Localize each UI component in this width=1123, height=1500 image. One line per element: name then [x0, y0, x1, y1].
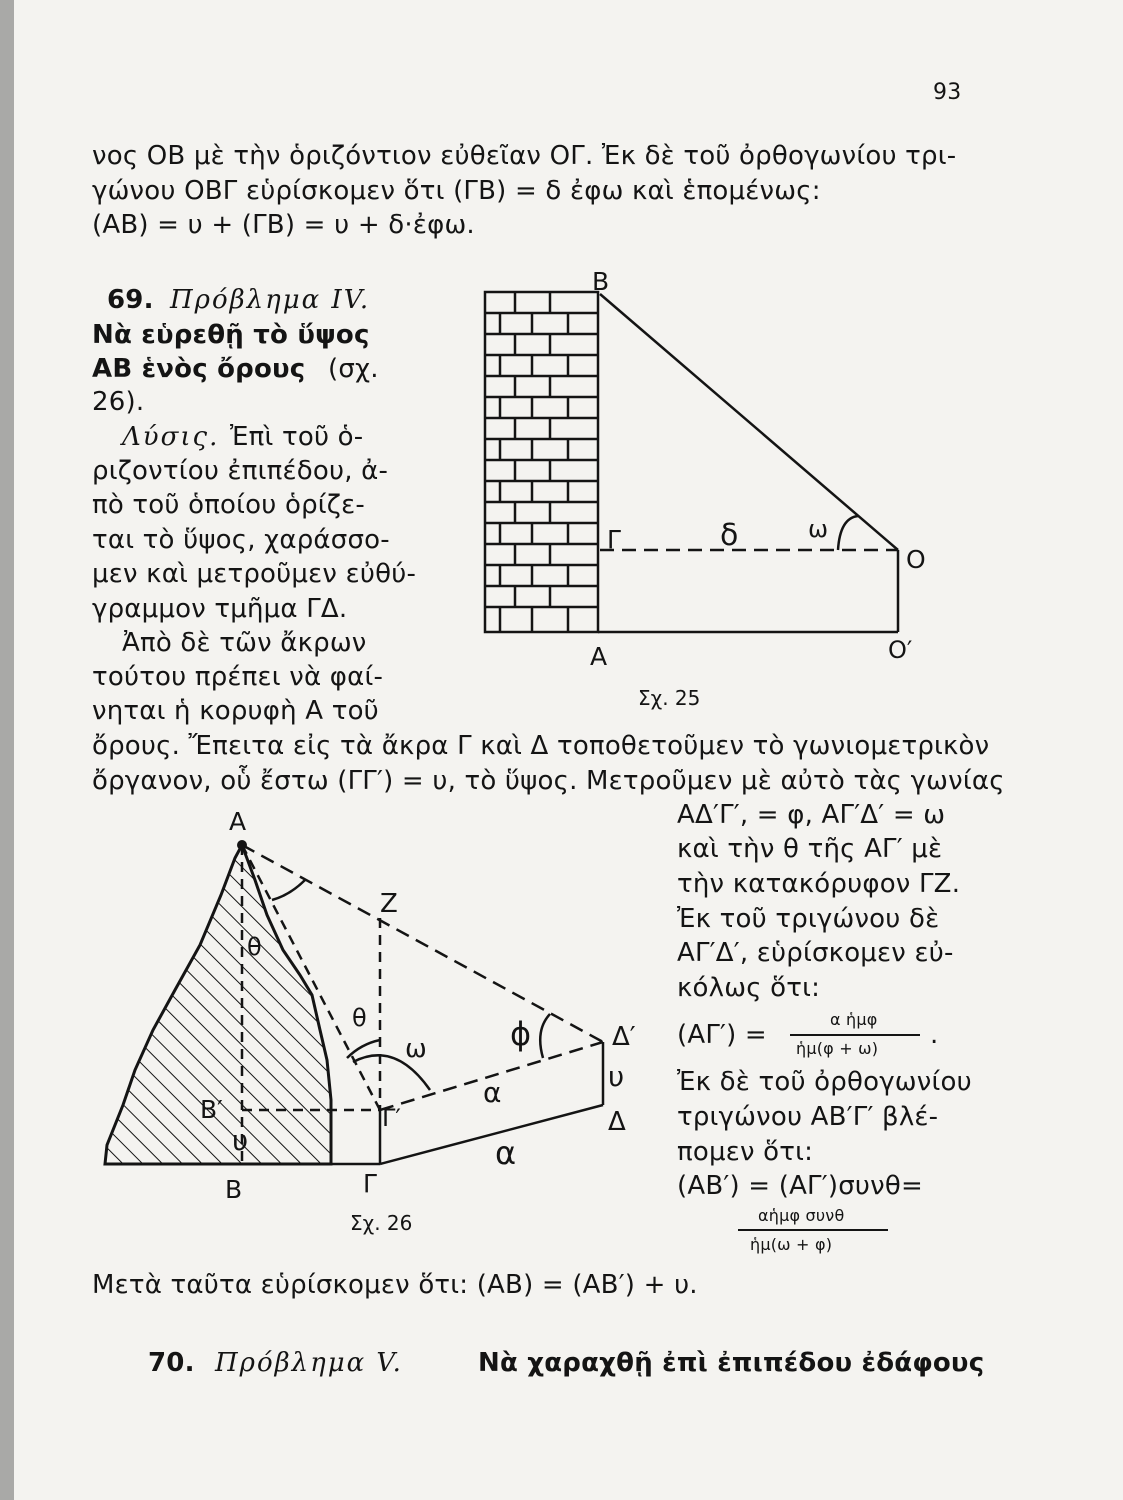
problem-title: Πρόβλημα IV. [170, 285, 371, 315]
equation-1-numerator: α ἡμφ [830, 1010, 878, 1029]
problem-title: Πρόβλημα V. [215, 1348, 403, 1378]
solution-line: Ἀπὸ δὲ τῶν ἄκρων [122, 628, 367, 658]
label-b: B [225, 1175, 243, 1204]
equation-2-lhs: (ΑΒ′) = (ΑΓ′)συνθ= [677, 1171, 923, 1201]
label-a-ground: α [495, 1134, 517, 1172]
page-number: 93 [933, 80, 962, 105]
equation-1-fraction-bar [790, 1034, 920, 1036]
label-theta-upper: θ [247, 933, 262, 961]
equation-2-fraction-bar [738, 1229, 888, 1231]
label-z: Z [380, 889, 398, 919]
right-col-line: Ἐκ τοῦ τριγώνου δὲ [677, 904, 940, 934]
label-a-lower: α [483, 1076, 502, 1109]
sightline-ob [600, 294, 898, 550]
label-phi: ϕ [510, 1015, 532, 1053]
paragraph-line: (ΑΒ) = υ + (ΓΒ) = υ + δ·ἐφω. [92, 210, 475, 240]
label-g-prime: Γ′ [382, 1104, 401, 1132]
paragraph-line: νος ΟΒ μὲ τὴν ὁριζόντιον εὐθεῖαν ΟΓ. Ἐκ δὲ τοῦ ὀρθογωνίου τρι- [92, 141, 957, 171]
solution-line: ριζοντίου ἐπιπέδου, ἀ- [92, 456, 389, 486]
equation-1-lhs: (ΑΓ′) = [677, 1020, 767, 1050]
conclusion-line: Μετὰ ταῦτα εὑρίσκομεν ὅτι: (ΑΒ) = (ΑΒ′) + υ. [92, 1270, 698, 1300]
solution-line: τούτου πρέπει νὰ φαί- [92, 662, 384, 692]
ground-line-cd [380, 1105, 603, 1164]
solution-line: ται τὸ ὕψος, χαράσσο- [92, 525, 390, 555]
problem-statement-line: 26). [92, 387, 145, 417]
problem-number: 69. [107, 285, 154, 315]
solution-line: γραμμον τμῆμα ΓΔ. [92, 594, 348, 624]
paragraph-line: γώνου ΟΒΓ εὑρίσκομεν ὅτι (ΓΒ) = δ ἐφω καὶ ἑπομένως: [92, 176, 821, 206]
label-d-prime: Δ′ [612, 1022, 636, 1052]
right-col-line: ΑΓ′Δ′, εὑρίσκομεν εὐ- [677, 938, 954, 968]
figure-25 [470, 267, 950, 710]
angle-arc-omega [838, 516, 858, 550]
figure-26 [95, 800, 665, 1240]
label-gamma: Γ [363, 1169, 377, 1198]
right-col-line: καὶ τὴν θ τῆς ΑΓ′ μὲ [677, 834, 943, 864]
page-edge-shadow [0, 0, 14, 1500]
label-d: Δ [608, 1107, 626, 1137]
label-gamma: Γ [607, 525, 621, 554]
label-theta-lower: θ [352, 1004, 367, 1032]
label-b: B [592, 267, 610, 296]
solution-line: Ἐπὶ τοῦ ὁ- [230, 422, 364, 452]
peak-point [237, 840, 247, 850]
problem-statement-line: Νὰ χαραχθῇ ἐπὶ ἐπιπέδου ἐδάφους [478, 1348, 985, 1378]
label-o: O [906, 545, 926, 574]
label-omega: ω [405, 1034, 427, 1064]
angle-arc-theta-upper [272, 880, 305, 900]
label-b-prime: B′ [200, 1095, 223, 1124]
problem-statement-line: ΑΒ ἑνὸς ὄρους [92, 354, 306, 384]
figure-26-caption: Σχ. 26 [350, 1211, 413, 1235]
right-col-line: ΑΔ′Γ′, = φ, ΑΓ′Δ′ = ω [677, 800, 946, 830]
label-a: A [590, 642, 608, 671]
problem-statement-ref: (σχ. [328, 354, 379, 384]
solution-line: ὄργανον, οὗ ἔστω (ΓΓ′) = υ, τὸ ὕψος. Μετροῦμεν μὲ αὐτὸ τὰς γωνίας [92, 766, 1005, 796]
equation-2-numerator: αἡμφ συνθ [758, 1206, 845, 1225]
problem-statement-line: Νὰ εὑρεθῇ τὸ ὕψος [92, 320, 370, 350]
right-col-line: Ἐκ δὲ τοῦ ὀρθογωνίου [677, 1067, 972, 1097]
right-col-line: κόλως ὅτι: [677, 973, 821, 1003]
equation-2-denominator: ἡμ(ω + φ) [750, 1235, 833, 1254]
right-col-line: τριγώνου ΑΒ′Γ′ βλέ- [677, 1102, 939, 1132]
problem-number: 70. [148, 1348, 195, 1378]
angle-arc-phi [540, 1014, 550, 1058]
label-omega: ω [808, 515, 829, 543]
label-delta: δ [720, 518, 739, 553]
right-col-line: πομεν ὅτι: [677, 1137, 814, 1167]
equation-1-denominator: ἡμ(φ + ω) [796, 1039, 879, 1058]
label-upsilon-left: υ [232, 1124, 249, 1157]
label-a: A [229, 807, 247, 836]
solution-line: μεν καὶ μετροῦμεν εὐθύ- [92, 559, 417, 589]
solution-line: πὸ τοῦ ὁποίου ὁρίζε- [92, 490, 365, 520]
solution-label: Λύσις. [122, 422, 220, 452]
brick-wall [485, 292, 598, 632]
label-upsilon-right: υ [608, 1060, 625, 1093]
solution-line: ὄρους. Ἔπειτα εἰς τὰ ἄκρα Γ καὶ Δ τοποθετοῦμεν τὸ γωνιομετρικὸν [92, 731, 990, 761]
label-o-prime: O′ [888, 636, 913, 664]
equation-1-period: . [930, 1020, 939, 1050]
right-col-line: τὴν κατακόρυφον ΓΖ. [677, 869, 961, 899]
solution-line: νηται ἡ κορυφὴ Α τοῦ [92, 696, 379, 726]
figure-25-caption: Σχ. 25 [638, 686, 701, 710]
